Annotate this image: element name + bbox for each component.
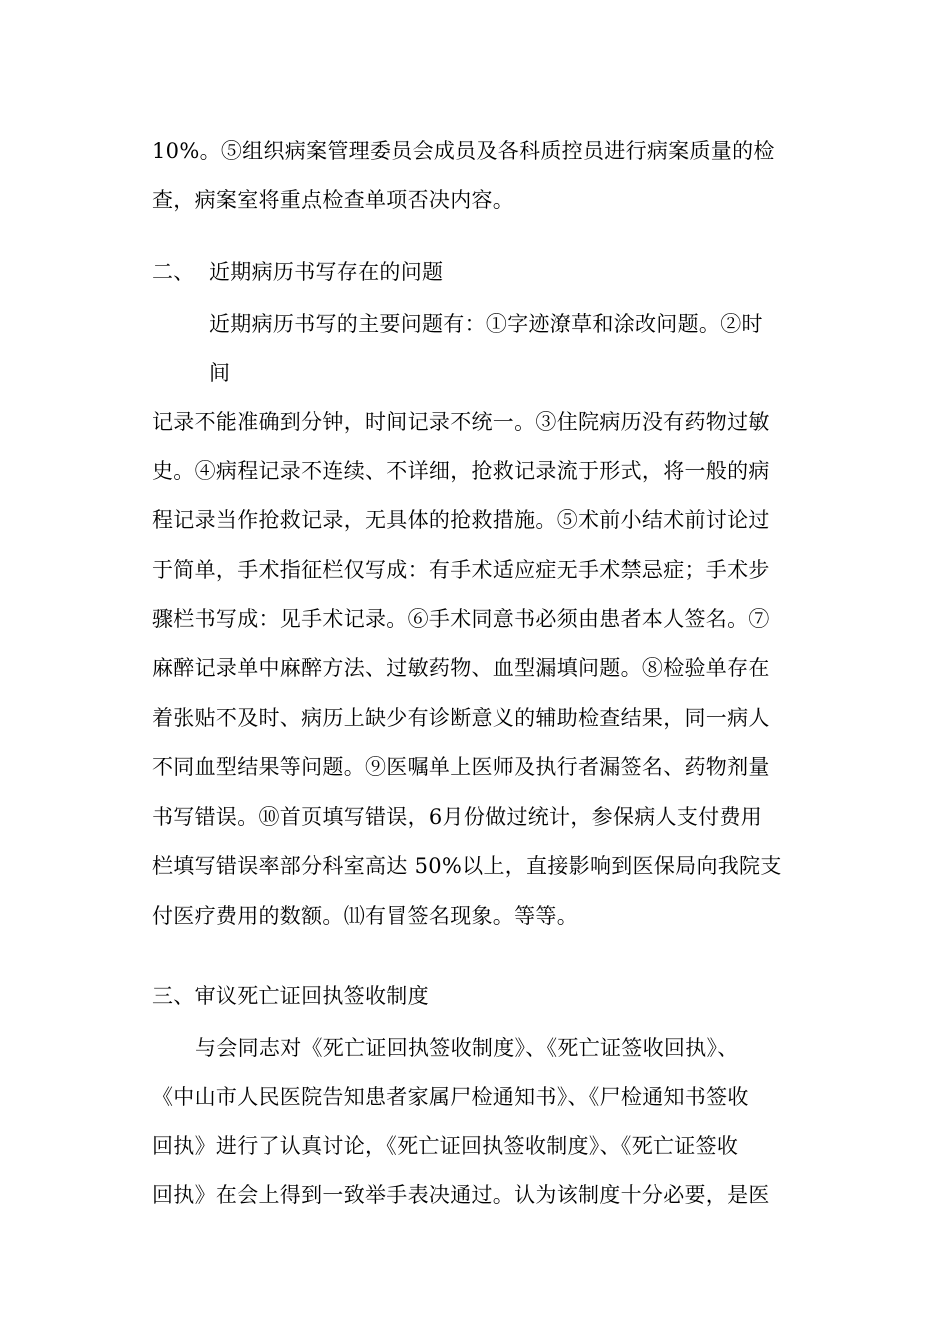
paragraph-line: 间 [209, 361, 231, 385]
paragraph-line: 《中山市人民医院告知患者家属尸检通知书》、《尸检通知书签收 [152, 1085, 749, 1109]
section-number: 二、 [152, 260, 195, 284]
paragraph-line: 10%。⑤组织病案管理委员会成员及各科质控员进行病案质量的检 [152, 139, 775, 163]
paragraph-line: 程记录当作抢救记录，无具体的抢救措施。⑤术前小结术前讨论过 [152, 508, 770, 532]
paragraph-line: 麻醉记录单中麻醉方法、过敏药物、血型漏填问题。⑧检验单存在 [152, 656, 770, 680]
paragraph-line: 回执》进行了认真讨论，《死亡证回执签收制度》、《死亡证签收 [152, 1134, 739, 1158]
paragraph-line: 于简单，手术指征栏仅写成：有手术适应症无手术禁忌症；手术步 [152, 558, 770, 582]
paragraph-line: 史。④病程记录不连续、不详细，抢救记录流于形式，将一般的病 [152, 459, 770, 483]
paragraph-line: 骤栏书写成：见手术记录。⑥手术同意书必须由患者本人签名。⑦ [152, 607, 770, 631]
paragraph-line: 回执》在会上得到一致举手表决通过。认为该制度十分必要，是医 [152, 1183, 770, 1207]
paragraph-line: 付医疗费用的数额。⑾有冒签名现象。等等。 [152, 904, 578, 928]
paragraph-line: 与会同志对《死亡证回执签收制度》、《死亡证签收回执》、 [195, 1036, 739, 1060]
paragraph-line: 记录不能准确到分钟，时间记录不统一。③住院病历没有药物过敏 [152, 410, 770, 434]
paragraph-line: 不同血型结果等问题。⑨医嘱单上医师及执行者漏签名、药物剂量 [152, 755, 770, 779]
paragraph-line: 书写错误。⑩首页填写错误，6月份做过统计，参保病人支付费用 [152, 805, 763, 829]
section-title: 近期病历书写存在的问题 [209, 260, 444, 284]
paragraph-line: 近期病历书写的主要问题有：①字迹潦草和涂改问题。②时 [209, 312, 763, 336]
paragraph-line: 查，病案室将重点检查单项否决内容。 [152, 188, 515, 212]
section-heading-3: 三、审议死亡证回执签收制度 [152, 984, 429, 1008]
paragraph-line: 栏填写错误率部分科室高达 50%以上，直接影响到医保局向我院支 [152, 854, 782, 878]
paragraph-line: 着张贴不及时、病历上缺少有诊断意义的辅助检查结果，同一病人 [152, 706, 770, 730]
section-heading-2 [152, 258, 443, 286]
